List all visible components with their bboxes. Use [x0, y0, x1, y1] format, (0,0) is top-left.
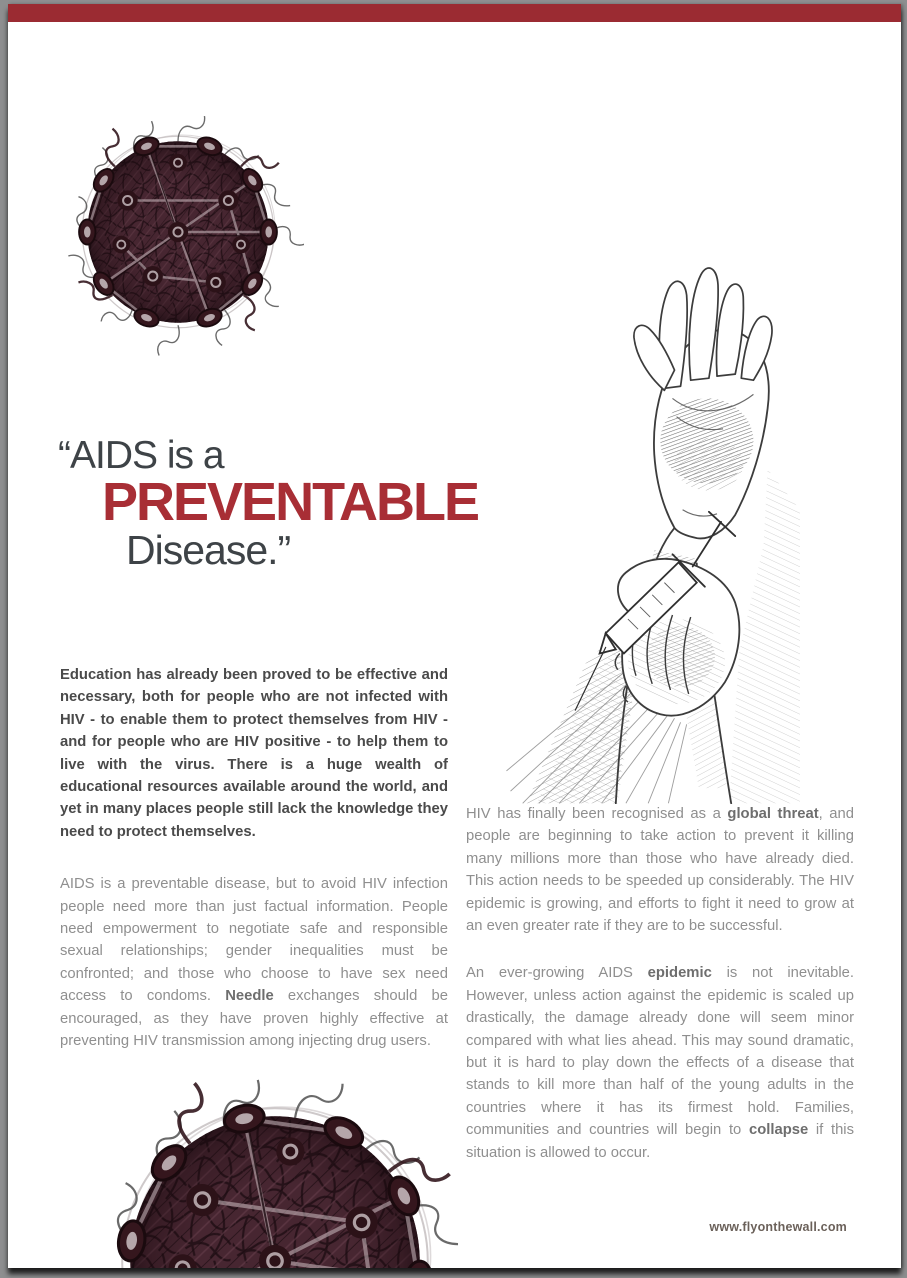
hands-syringe-sketch	[466, 256, 800, 804]
right-paragraph-1	[466, 803, 854, 937]
right-paragraph-2	[466, 962, 854, 1164]
collapse-emphasis: collapse	[748, 1122, 809, 1139]
needle-emphasis: Needle	[225, 988, 274, 1005]
global-threat-emphasis: global threat	[727, 806, 819, 822]
left-paragraph-2-text: AIDS is a preventable disease, but to avoid HIV infection people need more than just factual information. People need empowerment to negotiate safe and responsible sexual relationships; gender inequalities must be confronted; and those who choose to have sex need access to condoms.	[60, 876, 448, 1005]
left-text-column	[60, 664, 448, 1053]
document-page	[8, 4, 901, 1268]
right-paragraph-2-text: An ever-growing AIDS	[466, 965, 648, 982]
right-paragraph-1-text-after: , and people are beginning to take action to prevent it killing many millions more than those who have already died. This action needs to be speeded up considerably. The HIV epidemic is growing, and efforts to fight it need to grow at an even greater rate if they are to be successful.	[466, 806, 854, 935]
headline-line-1: “AIDS is a	[58, 434, 224, 477]
top-accent-bar	[8, 4, 901, 22]
left-paragraph-2-text-after: exchanges should be encouraged, as they have proven highly effective at preventing HIV transmission among injecting drug users.	[60, 988, 448, 1050]
right-text-column	[466, 803, 854, 1164]
right-paragraph-1-text: HIV has finally been recognised as a	[466, 806, 728, 822]
headline-line-3: Disease.”	[126, 527, 291, 573]
website-url: www.flyonthewall.com	[709, 1220, 847, 1234]
headline-quote	[58, 435, 478, 573]
hiv-virus-sketch-top	[52, 106, 304, 358]
epidemic-emphasis: epidemic	[647, 965, 712, 982]
right-paragraph-2-text-mid: is not inevitable. However, unless action against the epidemic is scaled up drastically, the damage already done will seem minor compared with what lies ahead. This may sound dramatic, but it is hard to play down the effects of a disease that stands to kill more than half of the young adults in the countries where it has its firmest hold. Families, communities and countries will begin to	[466, 965, 854, 1139]
right-paragraph-2-text-after: if this situation is allowed to occur.	[466, 1122, 854, 1161]
headline-line-2: PREVENTABLE	[102, 472, 479, 532]
hiv-virus-sketch-bottom	[74, 1060, 476, 1268]
intro-paragraph: Education has already been proved to be effective and necessary, both for people who are not infected with HIV - to enable them to protect themselves from HIV - and for people who are HIV positive - to help them to live with the virus. There is a huge wealth of educational resources available around the world, and yet in many places people still lack the knowledge they need to protect themselves.	[60, 667, 448, 840]
left-paragraph-2	[60, 873, 448, 1052]
